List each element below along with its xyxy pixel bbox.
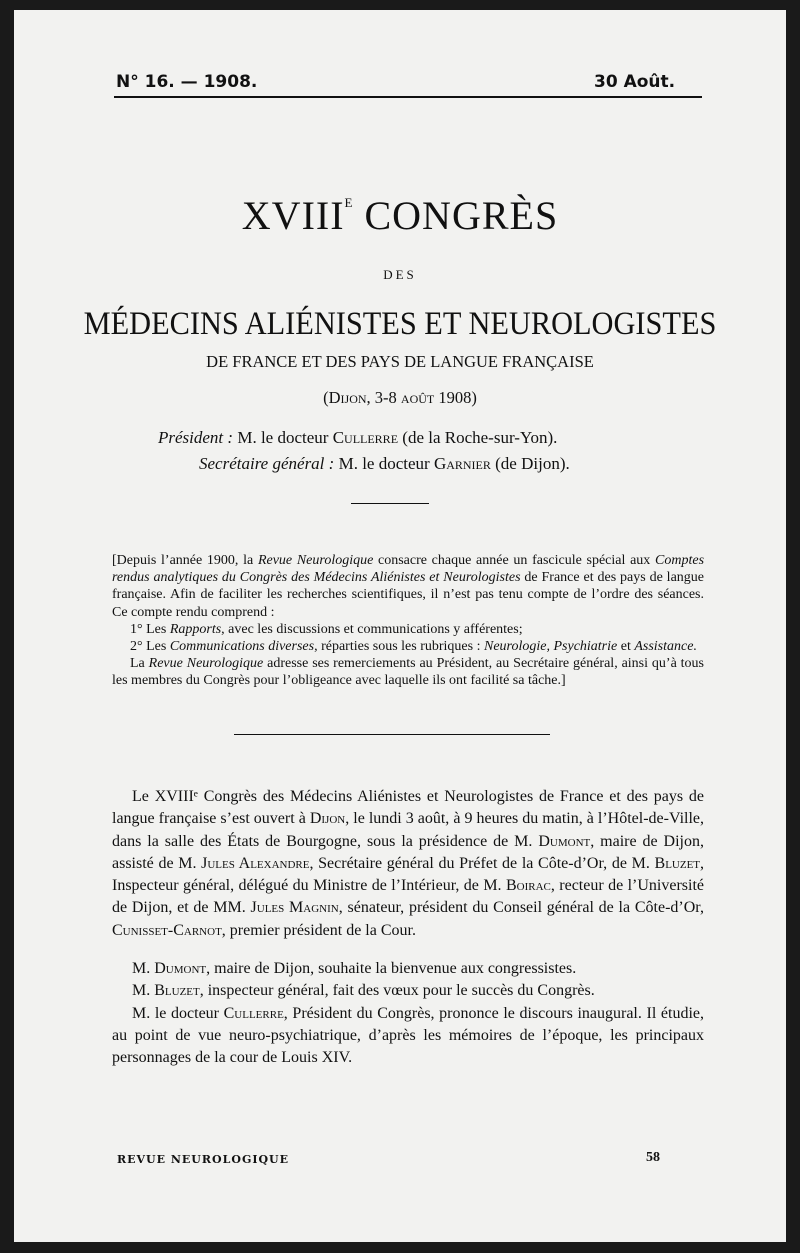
congress-title: $XVIII^E$ CONGRÈS [241,193,559,238]
note-paragraph: 1° Les Rapports, avec les discussions et communications y afférentes; [130,621,523,637]
page-number: 58 [646,1150,660,1165]
body-paragraph: M. Bluzet, inspecteur général, fait des vœux pour le succès du Congrès. [132,982,595,1000]
body-paragraph: M. Dumont, maire de Dijon, souhaite la bienvenue aux congressistes. [132,960,577,978]
header-rule [114,96,702,98]
document-page [14,10,786,1242]
body-paragraph: Le XVIIIᵉ Congrès des Médecins Aliénistes et Neurologistes de France et des pays de langue française s’est ouvert à Dijon, le lundi 3 août, à 9 heures du matin, à l’Hôtel-de-Ville, dans la salle des États de Bourgogne, sous la présidence de M. Dumont, maire de Dijon, assisté de M. Jules Alexandre, Secrétaire général du Préfet de la Côte-d’Or, de M. Bluzet, Inspecteur général, délégué du Ministre de l’Intérieur, de M. Boirac, recteur de l’Université de Dijon, et de MM. Jules Magnin, sénateur, président du Conseil général de la Côte-d’Or, Cunisset-Carnot, premier président de la Cour. [112,788,705,939]
section-divider [351,503,429,504]
note-paragraph: La Revue Neurologique adresse ses remerciements au Président, au Secrétaire général, ainsi qu’à tous les membres du Congrès pour l’obligeance avec laquelle ils ont facilité sa tâche.] [112,656,704,689]
congress-region: DE FRANCE ET DES PAYS DE LANGUE FRANÇAISE [206,352,594,371]
secretary-line: Secrétaire général : M. le docteur Garnier (de Dijon). [199,454,570,473]
report-body [112,786,704,1070]
congress-dates: (Dijon, 3-8 août 1908) [323,388,477,407]
president-line: Président : M. le docteur Cullerre (de la Roche-sur-Yon). [158,428,558,447]
issue-number: N° 16. — 1908. [116,72,258,92]
editorial-note [112,552,704,690]
title-des: DES [383,267,417,282]
congress-subtitle: MÉDECINS ALIÉNISTES ET NEUROLOGISTES [83,306,717,342]
body-paragraph: M. le docteur Cullerre, Président du Congrès, prononce le discours inaugural. Il étudie, au point de vue neuro-psychiatrique, d’après les mémoires de l’époque, les principaux personnages de la cour de Louis XIV. [112,1004,704,1067]
note-divider [234,734,550,735]
issue-date: 30 Août. [594,72,676,92]
note-paragraph: [Depuis l’année 1900, la Revue Neurologique consacre chaque année un fascicule spécial aux Comptes rendus analytiques du Congrès des Médecins Aliénistes et Neurologistes de France et des pays de langue française. Afin de faciliter les recherches scientifiques, il n’est pas tenu compte de l’ordre des séances. Ce compte rendu comprend : [112,553,705,620]
journal-name: REVUE NEUROLOGIQUE [117,1153,290,1166]
note-paragraph: 2° Les Communications diverses, réparties sous les rubriques : Neurologie, Psychiatrie et Assistance. [130,639,697,655]
